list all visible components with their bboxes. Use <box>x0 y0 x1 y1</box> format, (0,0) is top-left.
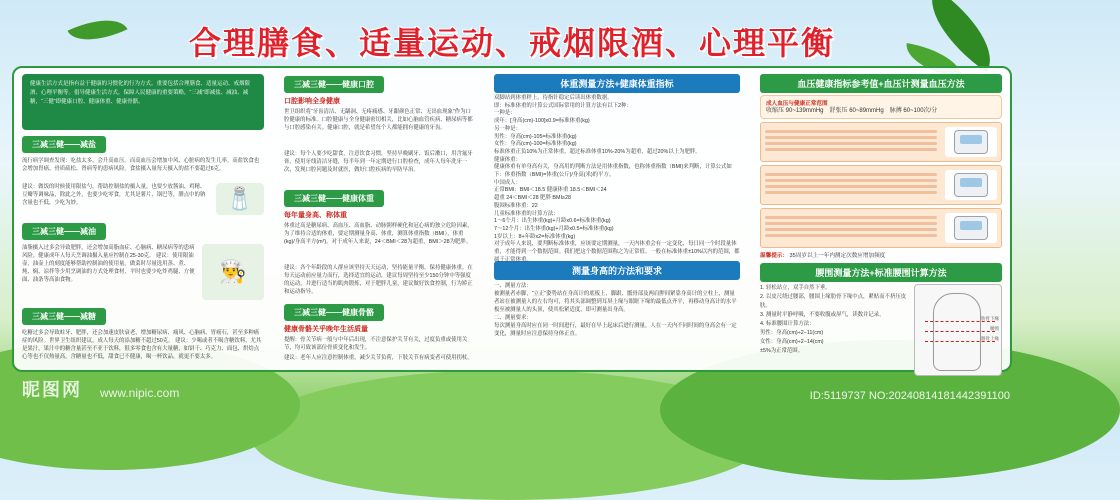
bmi-text <box>494 95 740 263</box>
height-step: 每次测量身高时应在同一时间进行，最好在早上起床后进行测量，人在一天内不同时间的身高会有一定变化，测量时应注意保持身体正直。 <box>494 323 737 337</box>
fig-label: 肋骨下缘 <box>981 316 999 321</box>
heading-bmi: 体重测量方法+健康体重指标 <box>494 74 740 93</box>
weight-subheading: 每年量身高、称体重 <box>284 212 347 219</box>
watermark-brand: 昵图网 <box>22 380 82 400</box>
sugar-text-main: 吃糖过多会导致蛀牙、肥胖，还会加速皮肤衰老，增加糖尿病、痛风、心脑病、胃癌石，甚至多种癌症的风险。世界卫生组织建议，成人每天的添加糖不超过50克。 <box>22 330 260 344</box>
bmi-line: 双脚站到体重秤上，待指针稳定后读出体重数据。 <box>494 95 613 101</box>
bmi-line: 正常BMI：BMI＜18.5 健康体重 18.5＜BMI＜24 <box>494 187 607 194</box>
heading-waist: 腰围测量方法+标准腰围计算方法 <box>760 263 1002 282</box>
salt-text: 流行病学调查发现：吃盐太多，会升高血压。而高血压会增加中风、心脏病的发生几率。高盐饮食也会增加胃癌、骨质疏松、肾病等的患病风险。食盐摄入量每天摄入的盐不要超过6克。 <box>22 158 260 172</box>
bmi-line: 中国成人： <box>494 179 521 186</box>
height-step: 一、测量方法： <box>494 283 532 289</box>
warning-label: 温馨提示： <box>760 253 788 259</box>
content-panel <box>12 66 1012 372</box>
watermark-url: www.nipic.com <box>100 386 180 400</box>
bp-monitor-image <box>945 127 997 157</box>
bmi-line: 标准体重正负10%为正常体重，超过标准体重10%-20%为超重，超过20%以上为肥胖。 <box>494 148 701 155</box>
waist-line <box>925 331 995 332</box>
salt-advice: 建议：做饭的时候使用限盐勺，帮助控制盐的摄入量，也要少放酱油、鸡精、豆瓣等调味品，除此之外，也要少吃零食，尤其是薯片、锅巴等，腊点中的钠含量也不低，少吃为妙。 <box>22 184 206 206</box>
heading-reduce-sugar: 三减三健——减糖 <box>22 308 106 325</box>
oral-advice: 建议：每个人要少吃甜食，注意饮食习惯，坚持早晚刷牙、饭后漱口，用含氟牙膏，使用牙线清洁牙缝，每半年到一年定期进行口腔检查，成年人每年洗牙一次，发现口腔问题及时就医，做好口腔疾病的早防早治。 <box>284 151 473 173</box>
fig-label: 髂骨上缘 <box>981 336 999 341</box>
bmi-line: 儿童标准体重的计算方法： <box>494 210 559 217</box>
waist-steps <box>760 284 908 376</box>
bp-reference <box>760 95 1002 119</box>
bp-warning <box>760 251 1002 259</box>
waist-step: 2. 以皮尺绕过腰部，腰围上缘肋骨下缘中点，紧贴而不挤压皮肤。 <box>760 294 907 309</box>
bmi-line: 女性：身高(cm)-100=标准体重(kg) <box>494 141 577 148</box>
intro-text: 健康生活方式是指有益于健康的习惯化的行为方式。重要包括合理膳食、适量运动、戒烟限酒、心理平衡等。倡导健康生活方式，保障人民健康的重要策略，“三减”即减盐、减油、减糖，“三健”即健康口腔、健康体重、健康骨骼。 <box>22 74 264 130</box>
heading-healthy-weight: 三减三健——健康体重 <box>284 190 384 207</box>
height-step: 二、测量要求： <box>494 315 532 321</box>
waist-diagram <box>914 284 1002 376</box>
bp-step-card <box>760 165 1002 205</box>
bp-step-card <box>760 208 1002 248</box>
column-three-reductions <box>14 68 272 370</box>
column-three-healths <box>276 68 482 370</box>
height-step: 被测量者赤脚，“立正”姿势站在身高计的底板上，脚跟、骶骨部及两肩胛间紧靠身高计的立柱上，测量者站在被测量人的左右均可，将其头部调整到耳屏上缘与眼眶下缘的最低点齐平，再移动身高计的水平板至被测量人的头顶，使其松紧适度，即可测量出身高。 <box>494 291 737 313</box>
bmi-line: 1～6个月：出生体重(kg)+月龄x0.6=标准体重(kg) <box>494 218 611 225</box>
bp-step-card <box>760 122 1002 162</box>
oral-subheading: 口腔影响全身健康 <box>284 98 340 105</box>
salt-illustration: 🧂 <box>216 183 264 215</box>
waist-step: 4. 标准腰围计算方法： <box>760 321 815 327</box>
fig-label: 腰围 <box>990 326 999 331</box>
heading-height: 测量身高的方法和要求 <box>494 261 740 280</box>
column-bp-waist <box>752 68 1010 370</box>
waist-step: 3. 测量时平静呼吸，不要收腹或屏气，读数并记录。 <box>760 312 885 318</box>
sugar-advice: 建议：少喝或者不喝含糖饮料，尤其是果汁，果汁中的糖含量甚至不亚于饮料，很多零食也含有大量糖，如饼干、巧克力、面包、烘焙点心等也不仅热量高，含糖量也不低，甜食已不健康，喝一杯饮品，就更不要太多。 <box>22 338 262 360</box>
bmi-line: 1岁以上：8+年龄x2=标准体重(kg) <box>494 233 576 240</box>
sugar-text <box>22 329 264 377</box>
bone-advice: 建议：老年人应注意控制体重，减少关节负荷，下肢关节有病变者可使用拐杖。 <box>284 355 473 361</box>
weight-advice: 建议：各个年龄段的人群应该坚持天天运动，坚持能量平衡，保持健康体重。在每天运动前应量力而行，选择适宜的运动，建议每周坚持至少150分钟中等强度的运动，并进行适当的肌肉锻炼，对于肥胖儿童，建议做好饮食控制，行为矫正和运动指导。 <box>284 265 473 295</box>
bmi-line: 健康体重有单身高有关，身高用的判断方法是用体重指数，也称体重指数（BMI)来判断，计算公式如下：体重指数（BMI)=体重(公斤)/身高(米)的平方。 <box>494 164 732 179</box>
bmi-line: 成年：[身高(cm)-100]x0.9=标准体重(kg) <box>494 118 590 125</box>
oil-text-main: 油脂摄入过多会导致肥胖，还会增加高脂血症、心脑病、糖尿病等的患病风险。健康成年人每天烹调油摄入量应控制在25-30克。 <box>22 245 195 259</box>
heading-reduce-oil: 三减三健——减油 <box>22 223 106 240</box>
bp-reference-values: 收缩压 90~139mmHg 舒张压 60~89mmHg 脉搏 60~100次/分 <box>766 108 938 114</box>
oil-advice: 建议：使用限油壶，油壶上的刻度能够帮助控制油的使用量。做菜时尽量选用蒸、煮、炖、焖、凉拌等少用烹调油的方式处理食材，平时也要少吃炸鸡腿、方便面、油条等高油食物。 <box>22 253 195 283</box>
oral-text: 世卫组织将“牙齿清洁、无龋洞、无疼痛感、牙龈颜色正常、无出血现象”作为口腔健康的标准。口腔健康与全身健康密切相关，比如心脑血管疾病、糖尿病等都与口腔感染有关。健康口腔，就是希望每个人都能拥有健康的牙齿。 <box>284 109 473 131</box>
bone-subheading: 健康骨骼关乎晚年生活质量 <box>284 326 368 333</box>
bp-reference-title: 成人血压与健康正常范围 <box>766 101 828 107</box>
page-title: 合理膳食、适量运动、戒烟限酒、心理平衡 <box>188 25 835 61</box>
heading-oral-health: 三减三健——健康口腔 <box>284 76 384 93</box>
watermark-id: ID:5119737 NO:20240814181442391100 <box>809 390 1010 402</box>
heading-reduce-salt: 三减三健——减盐 <box>22 136 106 153</box>
bmi-line: 超重 24＜BMI＜28 肥胖 BMI≥28 <box>494 195 571 202</box>
bmi-line: 对于成年人来说，要判断标准体重，应该要定期测量，一天内体重会有一定变化，每日同一个时段量体重，才能得到一个数据范围。我们把这个数据范围称之为正常值。一般在标准体重±10%以内的范围，都属于正常体重。 <box>494 241 740 263</box>
column-weight-height <box>486 68 748 370</box>
bmi-line: 即：标准体重的计算公式国际常用的计算方法有以下2种： <box>494 102 632 109</box>
weight-text: 体重过高是糖尿病、高血压、高血脂、动脉粥样硬化和冠心病的独立危险因素，为了维持合适的体重，要定期测量身高、体重，测算体重指数（BMI），体重(kg)/身高平方(m²)。对于成年人来说，24＜BMI＜28为超重，BMI＞28为肥胖。 <box>284 223 473 245</box>
torso-outline <box>933 293 981 371</box>
bmi-line: 腹围标准体重：22 <box>494 202 538 209</box>
bp-monitor-image <box>945 170 997 200</box>
bmi-line: 7～12个月：出生体重(kg)+月龄x0.5=标准体重(kg) <box>494 225 614 232</box>
heading-healthy-bones: 三减三健——健康骨骼 <box>284 304 384 321</box>
waist-step: 女性：身高(cm)÷2−14(cm) <box>760 339 824 345</box>
heading-blood-pressure: 血压健康指标参考值+血压计测量血压方法 <box>760 74 1002 93</box>
bmi-line: 男性：身高(cm)-105=标准体重(kg) <box>494 133 577 140</box>
oil-text <box>22 244 196 300</box>
bmi-line: 另一种是： <box>494 125 521 132</box>
cup-image <box>945 213 997 243</box>
height-text <box>494 282 740 372</box>
waist-step: 男性：身高(cm)÷2−11(cm) <box>760 330 824 336</box>
chef-illustration: 👨‍🍳 <box>202 244 264 300</box>
warning-text: 35周岁以上一年内测定次数应增加频度 <box>789 253 886 259</box>
waist-step: ±5%为正常范围。 <box>760 348 804 354</box>
bone-text: 提醒：骨关节病一般与中年后出现，不注意保护关节有关，过度负重或使用关节，均可致该部位骨质变化和发生。 <box>284 337 468 351</box>
bmi-line: 一种是： <box>494 110 516 117</box>
bmi-line: 健康体重： <box>494 156 521 163</box>
waist-step: 1. 轻松站立，双手自然下垂。 <box>760 285 831 291</box>
